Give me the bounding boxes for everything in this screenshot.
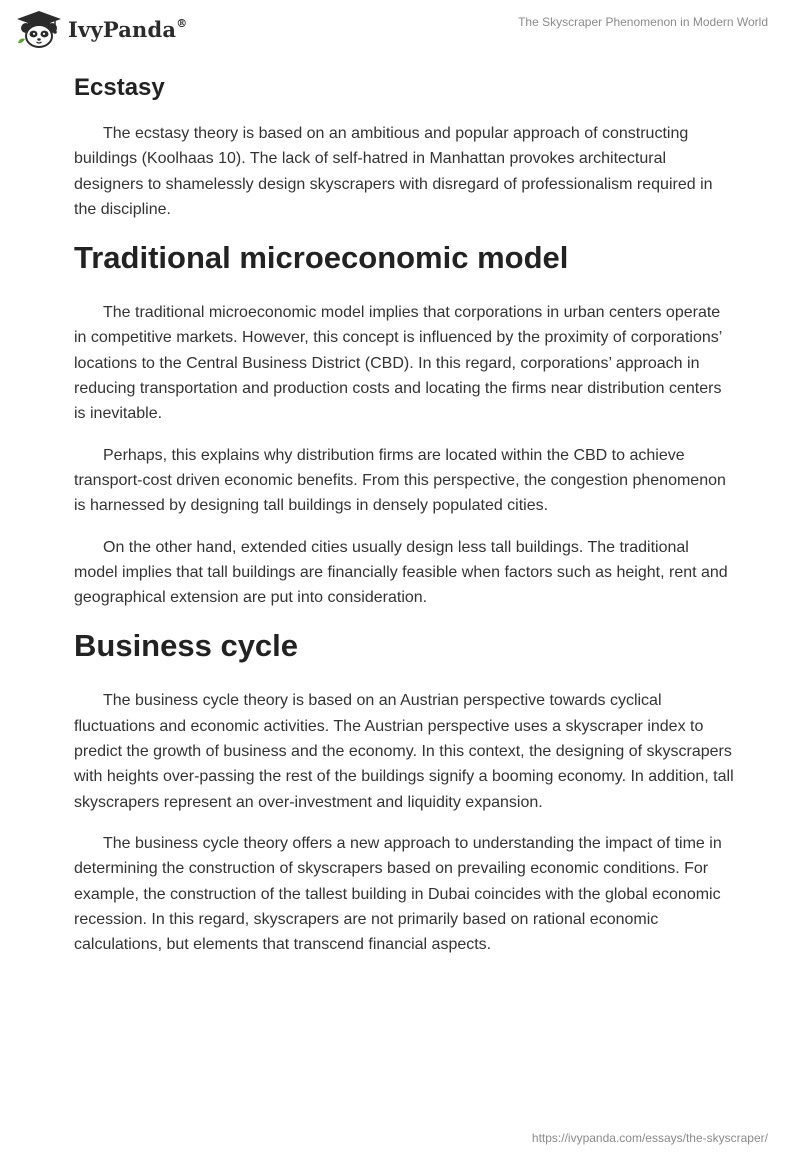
essay-body [74, 72, 734, 973]
paragraph: On the other hand, extended cities usually design less tall buildings. The traditional model implies that tall buildings are financially feasible when factors such as height, rent and geographical extension are put into consideration. [74, 538, 728, 607]
section-heading: Traditional microeconomic model [74, 240, 569, 276]
paragraph: The traditional microeconomic model implies that corporations in urban centers operate in competitive markets. However, this concept is influenced by the proximity of corporations’ locations to the Central Business District (CBD). In this regard, corporations’ approach in reducing transportation and production costs and locating the firms near distribution centers is inevitable. [74, 304, 722, 423]
paragraph: Perhaps, this explains why distribution firms are located within the CBD to achieve transport-cost driven economic benefits. From this perspective, the congestion phenomenon is harnessed by designing tall buildings in densely populated cities. [74, 446, 726, 515]
panda-graduate-icon [14, 9, 64, 49]
document-title: The Skyscraper Phenomenon in Modern World [518, 15, 768, 29]
paragraph: The ecstasy theory is based on an ambitious and popular approach of constructing buildings (Koolhaas 10). The lack of self-hatred in Manhattan provokes architectural designers to shamelessly design skyscrapers with disregard of professionalism required in the discipline. [74, 125, 713, 218]
page-header [0, 0, 800, 60]
logo-wordmark: IvyPanda® [68, 16, 188, 42]
paragraph: The business cycle theory offers a new approach to understanding the impact of time in determining the construction of skyscrapers based on prevailing economic conditions. For example, the construction of the tallest building in Dubai coincides with the global economic recession. In this regard, skyscrapers are not primarily based on rational economic calculations, but elements that transcend financial aspects. [74, 834, 722, 954]
source-url-link[interactable]: https://ivypanda.com/essays/the-skyscraper/ [531, 1131, 768, 1145]
section-heading: Business cycle [74, 628, 299, 664]
paragraph: The business cycle theory is based on an Austrian perspective towards cyclical fluctuations and economic activities. The Austrian perspective uses a skyscraper index to predict the growth of business and the economy. In this context, the designing of skyscrapers with heights over-passing the rest of the buildings signify a booming economy. In addition, tall skyscrapers represent an over-investment and liquidity expansion. [74, 692, 734, 811]
ivypanda-logo[interactable] [14, 9, 187, 49]
section-heading: Ecstasy [74, 74, 165, 101]
